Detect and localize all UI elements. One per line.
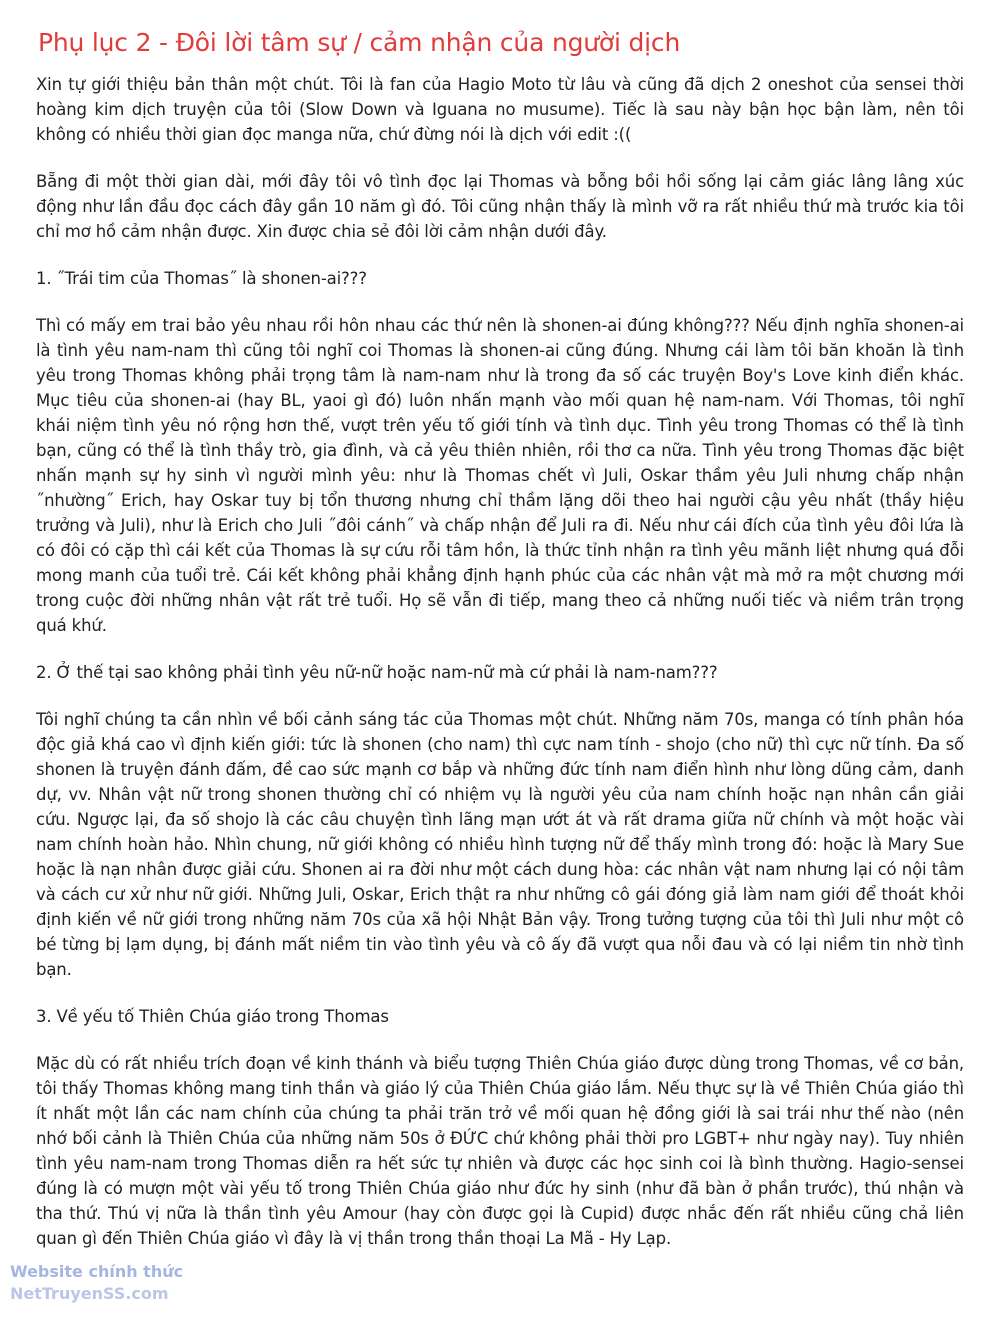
watermark-line-2: NetTruyenSS.com <box>10 1284 169 1303</box>
paragraph-section-3: Mặc dù có rất nhiều trích đoạn về kinh thánh và biểu tượng Thiên Chúa giáo được dùng trong Thomas, về cơ bản, tôi thấy Thomas không mang tinh thần và giáo lý của Thiên Chúa giáo lắm. Nếu thực sự là về Thiên Chúa giáo thì ít nhất một lần các nam chính của chúng ta phải trăn trở về mối quan hệ đồng giới là sai trái như thế nào (nên nhớ bối cảnh là Thiên Chúa của những năm 50s ở ĐỨC chứ không phải thời pro LGBT+ như ngày nay). Tuy nhiên tình yêu nam-nam trong Thomas diễn ra hết sức tự nhiên và được các học sinh coi là bình thường. Hagio-sensei đúng là có mượn một vài yếu tố trong Thiên Chúa giáo như đức hy sinh (như đã bàn ở phần trước), thú nhận và tha thứ. Thú vị nữa là thần tình yêu Amour (hay còn được gọi là Cupid) được nhắc đến rất nhiều cũng chả liên quan gì đến Thiên Chúa giáo vì đây là vị thần trong thần thoại La Mã - Hy Lạp. <box>36 1054 964 1248</box>
section-heading-2: 2. Ở thế tại sao không phải tình yêu nữ-nữ hoặc nam-nữ mà cứ phải là nam-nam??? <box>36 663 718 682</box>
section-heading-1: 1. ˝Trái tim của Thomas˝ là shonen-ai??? <box>36 269 367 288</box>
paragraph-section-2: Tôi nghĩ chúng ta cần nhìn về bối cảnh sáng tác của Thomas một chút. Những năm 70s, manga có tính phân hóa độc giả khá cao vì định kiến giới: tức là shonen (cho nam) thì cực nam tính - shojo (cho nữ) thì cực nữ tính. Đa số shonen là truyện đánh đấm, đề cao sức mạnh cơ bắp và những đức tính nam điển hình như lòng dũng cảm, danh dự, vv. Nhân vật nữ trong shonen thường chỉ có nhiệm vụ là người yêu của nam chính hoặc nạn nhân cần giải cứu. Ngược lại, đa số shojo là các câu chuyện tình lãng mạn ướt át và rất drama giữa nữ chính và một hoặc vài nam chính hoàn hảo. Nhìn chung, nữ giới không có nhiều hình tượng nữ để thấy mình trong đó: hoặc là Mary Sue hoặc là nạn nhân được giải cứu. Shonen ai ra đời như một cách dung hòa: các nhân vật nam nhưng lại có nội tâm và cách cư xử như nữ giới. Những Juli, Oskar, Erich thật ra như những cô gái đóng giả làm nam giới để thoát khỏi định kiến về nữ giới trong những năm 70s của xã hội Nhật Bản vậy. Trong tưởng tượng của tôi thì Juli như một cô bé từng bị lạm dụng, bị đánh mất niềm tin vào tình yêu và cô ấy đã vượt qua nỗi đau và có lại niềm tin nhờ tình bạn. <box>36 710 964 979</box>
section-heading-3: 3. Về yếu tố Thiên Chúa giáo trong Thomas <box>36 1007 389 1026</box>
paragraph-reread: Bẵng đi một thời gian dài, mới đây tôi vô tình đọc lại Thomas và bỗng bồi hồi sống lại cảm giác lâng lâng xúc động như lần đầu đọc cách đây gần 10 năm gì đó. Tôi cũng nhận thấy là mình vỡ ra rất nhiều thứ mà trước kia tôi chỉ mơ hồ cảm nhận được. Xin được chia sẻ đôi lời cảm nhận dưới đây. <box>36 172 964 241</box>
site-watermark <box>10 1261 183 1305</box>
paragraph-section-1: Thì có mấy em trai bảo yêu nhau rồi hôn nhau các thứ nên là shonen-ai đúng không??? Nếu định nghĩa shonen-ai là tình yêu nam-nam thì cũng tôi nghĩ coi Thomas là shonen-ai cũng đúng. Nhưng cái làm tôi băn khoăn là tình yêu trong Thomas không phải trọng tâm là nam-nam như là trong đa số các truyện Boy's Love kinh điển khác. Mục tiêu của shonen-ai (hay BL, yaoi gì đó) luôn nhấn mạnh vào mối quan hệ nam-nam. Với Thomas, tôi nghĩ khái niệm tình yêu nó rộng hơn thế, vượt trên yếu tố giới tính và tình dục. Tình yêu trong Thomas có thể là tình bạn, cũng có thể là tình thầy trò, gia đình, và cả yêu thiên nhiên, rồi thơ ca nữa. Tình yêu trong Thomas đặc biệt nhấn mạnh sự hy sinh vì người mình yêu: như là Thomas chết vì Juli, Oskar thầm yêu Juli nhưng chấp nhận ˝nhường˝ Erich, hay Oskar tuy bị tổn thương nhưng chỉ thầm lặng dõi theo hai người cậu yêu nhất (thầy hiệu trưởng và Juli), như là Erich cho Juli ˝đôi cánh˝ và chấp nhận để Juli ra đi. Nếu như cái đích của tình yêu đôi lứa là có đôi có cặp thì cái kết của Thomas là sự cứu rỗi tâm hồn, là thức tỉnh nhận ra tình yêu mãnh liệt nhưng quá đỗi mong manh của tuổi trẻ. Cái kết không phải khẳng định hạnh phúc của các nhân vật mà mở ra một chương mới trong cuộc đời những nhân vật rất trẻ tuổi. Họ sẽ vẫn đi tiếp, mang theo cả những nuối tiếc và niềm trân trọng quá khứ. <box>36 316 964 635</box>
paragraph-intro: Xin tự giới thiệu bản thân một chút. Tôi là fan của Hagio Moto từ lâu và cũng đã dịch 2 oneshot của sensei thời hoàng kim dịch truyện của tôi (Slow Down và Iguana no musume). Tiếc là sau này bận học bận làm, nên tôi không có nhiều thời gian đọc manga nữa, chứ đừng nói là dịch với edit :(( <box>36 75 964 144</box>
watermark-line-1: Website chính thức <box>10 1262 184 1281</box>
page-title: Phụ lục 2 - Đôi lời tâm sự / cảm nhận của người dịch <box>38 28 681 57</box>
